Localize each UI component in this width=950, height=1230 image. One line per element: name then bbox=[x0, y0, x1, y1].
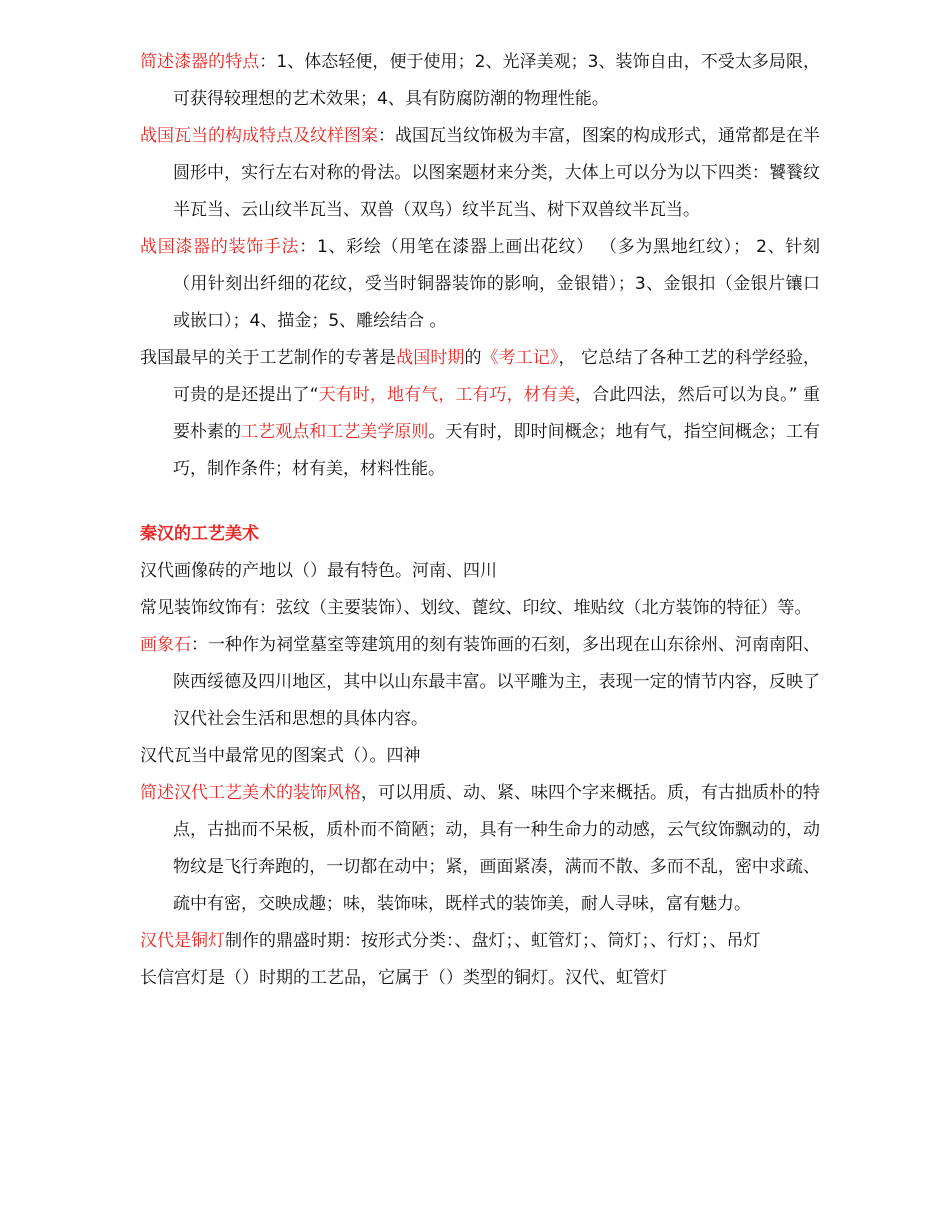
paragraph-warring-states-tiles bbox=[140, 118, 820, 229]
paragraph-text: ， 它总结了各种工艺的科学经验，可贵的是还提出了“ bbox=[173, 348, 821, 405]
paragraph-text: 。天有时，即时间概念；地有气，指空间概念；工有巧，制作条件；材有美，材料性能。 bbox=[173, 422, 820, 479]
paragraph-lacquer-features bbox=[140, 44, 820, 118]
term-label: 简述汉代工艺美术的装饰风格 bbox=[140, 783, 361, 803]
section-spacer bbox=[140, 488, 820, 516]
paragraph-changxin-lamp: 长信宫灯是（）时期的工艺品，它属于（）类型的铜灯。汉代、虹管灯 bbox=[140, 968, 667, 988]
term-label: 战国漆器的装饰手法 bbox=[140, 237, 300, 257]
paragraph-common-patterns: 常见装饰纹饰有：弦纹（主要装饰）、划纹、蓖纹、印纹、堆贴纹（北方装饰的特征）等。 bbox=[140, 598, 812, 618]
highlight-text: 《考工记》 bbox=[481, 348, 559, 368]
term-label: 战国瓦当的构成特点及纹样图案 bbox=[140, 126, 378, 146]
paragraph-lacquer-decoration bbox=[140, 229, 820, 340]
paragraph-text: ，可以用质、动、紧、味四个字来概括。质，有古拙质朴的特点，古拙而不呆板，质朴而不简陋；动，具有一种生命力的动感，云气纹饰飘动的，动物纹是飞行奔跑的，一切都在动中；紧，画面紧凑，满而不散、多而不乱，密中求疏、疏中有密，交映成趣；味，装饰味，既样式的装饰美，耐人寻味，富有魅力。 bbox=[173, 783, 820, 914]
highlight-text: 天有时，地有气，工有巧，材有美 bbox=[318, 385, 576, 405]
paragraph-han-decorative-style bbox=[140, 775, 820, 923]
paragraph-bronze-lamps bbox=[140, 923, 820, 960]
term-label: 简述漆器的特点 bbox=[140, 52, 260, 72]
paragraph-text: ，合此四法，然后可以为良。” 重要朴素的 bbox=[173, 385, 821, 442]
paragraph-stone-reliefs bbox=[140, 627, 820, 738]
term-label: 画象石 bbox=[140, 635, 191, 655]
paragraph-text: ：战国瓦当纹饰极为丰富，图案的构成形式，通常都是在半圆形中，实行左右对称的骨法。以图案题材来分类，大体上可以分为以下四类：饕餮纹半瓦当、云山纹半瓦当、双兽（双鸟）纹半瓦当、树下双兽纹半瓦当。 bbox=[173, 126, 820, 220]
paragraph-text: 的 bbox=[464, 348, 482, 368]
document-page bbox=[140, 44, 820, 997]
paragraph-text: 制作的鼎盛时期：按形式分类：、盘灯；、虹管灯；、筒灯；、行灯；、吊灯 bbox=[225, 931, 761, 951]
highlight-text: 战国时期 bbox=[396, 348, 465, 368]
paragraph-han-tiles: 汉代瓦当中最常见的图案式（）。四神 bbox=[140, 746, 421, 766]
term-label: 汉代是铜灯 bbox=[140, 931, 225, 951]
paragraph-han-bricks: 汉代画像砖的产地以（）最有特色。河南、四川 bbox=[140, 561, 497, 581]
highlight-text: 工艺观点和工艺美学原则 bbox=[241, 422, 429, 442]
paragraph-kaogongji bbox=[140, 340, 820, 488]
section-heading: 秦汉的工艺美术 bbox=[140, 524, 259, 544]
paragraph-text: 我国最早的关于工艺制作的专著是 bbox=[140, 348, 397, 368]
paragraph-text: ：一种作为祠堂墓室等建筑用的刻有装饰画的石刻，多出现在山东徐州、河南南阳、陕西绥德及四川地区，其中以山东最丰富。以平雕为主，表现一定的情节内容，反映了汉代社会生活和思想的具体内容。 bbox=[173, 635, 820, 729]
paragraph-text: ：1、彩绘（用笔在漆器上画出花纹） （多为黑地红纹）； 2、针刻（用针刻出纤细的花纹，受当时铜器装饰的影响，金银错）；3、金银扣（金银片镶口或嵌口）；4、描金；5、雕绘结合 。 bbox=[173, 237, 820, 331]
paragraph-text: ：1、体态轻便，便于使用；2、光泽美观；3、装饰自由，不受太多局限，可获得较理想的艺术效果；4、具有防腐防潮的物理性能。 bbox=[173, 52, 821, 109]
